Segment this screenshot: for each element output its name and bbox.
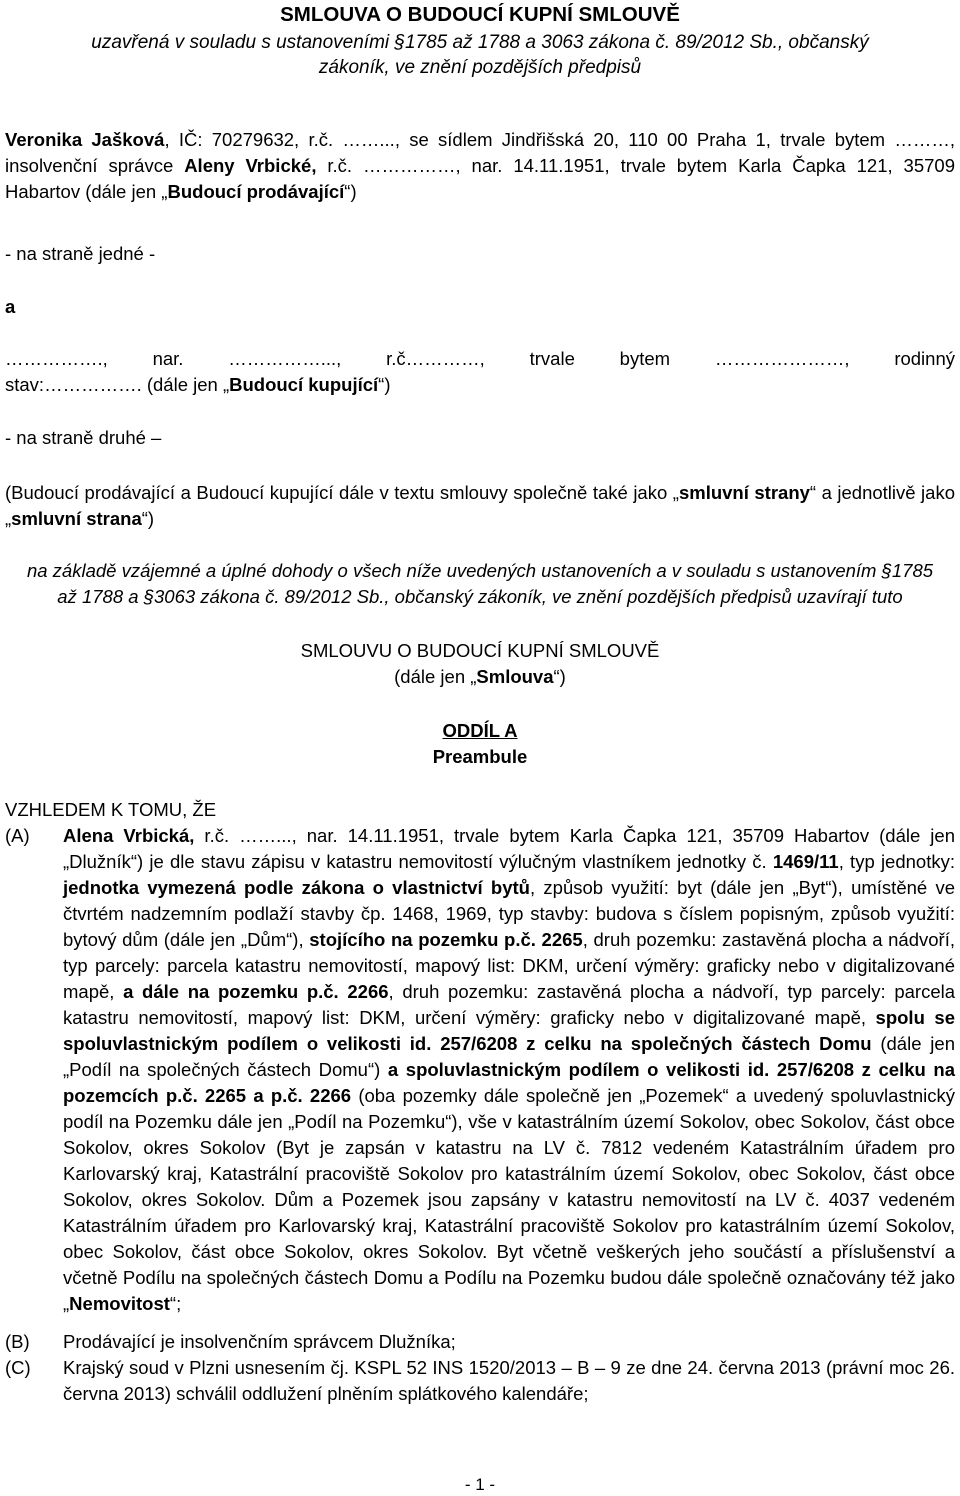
parties-paragraph	[5, 480, 955, 532]
seller-close: “)	[344, 181, 357, 202]
document-subtitle	[0, 30, 960, 80]
item-a-t14: , druh pozemku: zastavěná plocha a nádvoří, typ parcely: parcela katastru nemovitostí, mapový list: DKM, určení výměry: graficky nebo v digitalizované mapě,	[63, 929, 955, 1002]
item-a-t18: (dále jen „Podíl na společných částech Domu“)	[63, 1033, 955, 1080]
debtor-details: r.č. ……………, nar. 14.11.1951, trvale bytem Karla Čapka 121, 35709 Habartov (dále jen „	[5, 155, 955, 202]
item-a-t13: stojícího na pozemku p.č. 2265	[309, 929, 583, 950]
item-a-t16: , druh pozemku: zastavěná plocha a nádvoří, typ parcely: parcela katastru nemovitostí, mapový list: DKM, určení výměry: graficky nebo v digitalizované mapě,	[63, 981, 956, 1028]
unit-type: jednotka vymezená podle zákona o vlastnictví bytů	[63, 877, 530, 898]
parties-text-1: (Budoucí prodávající a Budoucí kupující dále v textu smlouvy společně také jako „	[5, 482, 679, 503]
item-a-t9: Byt	[798, 877, 826, 898]
item-b-label: (B)	[5, 1331, 30, 1352]
item-a-t22: “;	[169, 1293, 182, 1314]
section-label: ODDÍL A	[442, 720, 518, 741]
basis-line-2-start: až 1788 a §3063 zákona č. 89/2012 Sb.	[57, 586, 385, 607]
item-a-t15: a dále na pozemku p.č. 2266	[123, 981, 389, 1002]
item-a-t21: Nemovitost	[69, 1293, 170, 1314]
item-a-t11: Dům	[247, 929, 287, 950]
buyer-defined-term: Budoucí kupující	[229, 374, 379, 395]
contract-heading: SMLOUVU O BUDOUCÍ KUPNÍ SMLOUVĚ	[300, 640, 660, 661]
item-a-t6: , typ jednotky:	[838, 851, 955, 872]
seller-details: , IČ: 70279632, r.č. ……..., se sídlem Jindřišská 20, 110 00 Praha 1, trvale bytem ………, insolvenční správce	[5, 129, 955, 176]
parties-term-singular: smluvní strana	[11, 508, 142, 529]
side-two-label: - na straně druhé –	[5, 427, 162, 448]
subtitle-line-2: zákoník, ve znění pozdějších předpisů	[318, 57, 642, 78]
item-a-t12: “),	[286, 929, 310, 950]
conjunction: a	[5, 296, 16, 317]
seller-paragraph	[5, 127, 955, 205]
item-a-t17: spolu se spoluvlastnickým podílem o velikosti id. 257/6208 z celku na společných částech Domu	[63, 1007, 955, 1054]
parties-text-2: “ a jednotlivě jako „	[5, 482, 955, 529]
whereas-heading: VZHLEDEM K TOMU, ŽE	[5, 799, 217, 820]
item-a-t10: “), umístěné ve čtvrtém nadzemním podlaží stavby čp. 1468, 1969, typ stavby: budova s číslem popisným, způsob využití: bytový dům (dále jen „	[63, 877, 955, 950]
unit-number: 1469/11	[772, 851, 839, 872]
parties-term-plural: smluvní strany	[678, 482, 810, 503]
buyer-close: “)	[378, 374, 391, 395]
subtitle-line-1: uzavřená v souladu s ustanoveními §1785 až 1788 a 3063 zákona č. 89/2012 Sb., občanský	[91, 32, 869, 53]
basis-line-1: na základě vzájemné a úplné dohody o všech níže uvedených ustanoveních a v souladu s ustanovením §1785	[26, 560, 934, 581]
item-a-t3: Dlužník	[69, 851, 131, 872]
page-number: - 1 -	[464, 1475, 496, 1494]
buyer-line-2-start: stav:……………. (dále jen „	[5, 374, 230, 395]
item-a-t19: a spoluvlastnickým podílem o velikosti id. 257/6208 z celku na pozemcích p.č. 2265 a p.č. 2266	[63, 1059, 955, 1106]
side-one-label: - na straně jedné -	[5, 243, 156, 264]
section-name: Preambule	[432, 746, 528, 767]
item-a-t20: (oba pozemky dále společně jen „Pozemek“ a uvedený spoluvlastnický podíl na Pozemku dále jen „Podíl na Pozemku“), vše v katastrálním území Sokolov, obec Sokolov, část obce Sokolov, okres Sokolov (Byt je zapsán v katastru na LV č. 7812 vedeném Katastrálním úřadem pro Karlovarský kraj, Katastrální pracoviště Sokolov pro katastrálním území Sokolov, obec Sokolov, část obce Sokolov, okres Sokolov. Dům a Pozemek jsou zapsány v katastru nemovitostí na LV č. 4037 vedeném Katastrálním úřadem pro Karlovarský kraj, Katastrální pracoviště Sokolov pro katastrálním území Sokolov, obec Sokolov, část obce Sokolov, okres Sokolov. Byt včetně veškerých jeho součástí a příslušenství a včetně Podílu na společných částech Domu a Podílu na Pozemku budou dále společně označovány též jako „	[63, 1085, 955, 1314]
debtor-name: Aleny Vrbické,	[184, 155, 317, 176]
buyer-line-1: ……………., nar. ……………..., r.č…………, trvale bytem …………………, rodinný	[5, 348, 955, 369]
item-a-t2: r.č. ……..., nar. 14.11.1951, trvale bytem Karla Čapka 121, 35709 Habartov (dále jen „	[63, 825, 955, 872]
item-a-t4: “) je dle stavu zápisu v katastru nemovitostí výlučným vlastníkem jednotky č.	[130, 851, 773, 872]
contract-defined-term: Smlouva	[476, 666, 554, 687]
item-a-t8: , způsob využití: byt (dále jen „	[530, 877, 799, 898]
contract-defined-close: “)	[553, 666, 566, 687]
contract-defined-start: (dále jen „	[394, 666, 477, 687]
item-b-text: Prodávající je insolvenčním správcem Dlužníka;	[63, 1331, 456, 1352]
basis-line-2-end: , občanský zákoník, ve znění pozdějších předpisů uzavírají tuto	[384, 586, 903, 607]
debtor-name-2: Alena Vrbická,	[63, 825, 195, 846]
parties-text-3: “)	[141, 508, 155, 529]
item-a-text	[63, 823, 955, 1317]
document-title: SMLOUVA O BUDOUCÍ KUPNÍ SMLOUVĚ	[280, 3, 680, 26]
contract-defined	[0, 664, 960, 690]
item-a-label: (A)	[5, 825, 30, 846]
item-c-text: Krajský soud v Plzni usnesením čj. KSPL 52 INS 1520/2013 – B – 9 ze dne 24. června 2013 (právní moc 26. června 2013) schválil oddlužení plněním splátkového kalendáře;	[63, 1357, 955, 1404]
seller-defined-term: Budoucí prodávající	[167, 181, 345, 202]
buyer-line-2	[5, 372, 390, 398]
seller-name: Veronika Jašková	[5, 129, 165, 150]
item-c-label: (C)	[5, 1357, 31, 1378]
basis-line-2	[0, 584, 960, 610]
